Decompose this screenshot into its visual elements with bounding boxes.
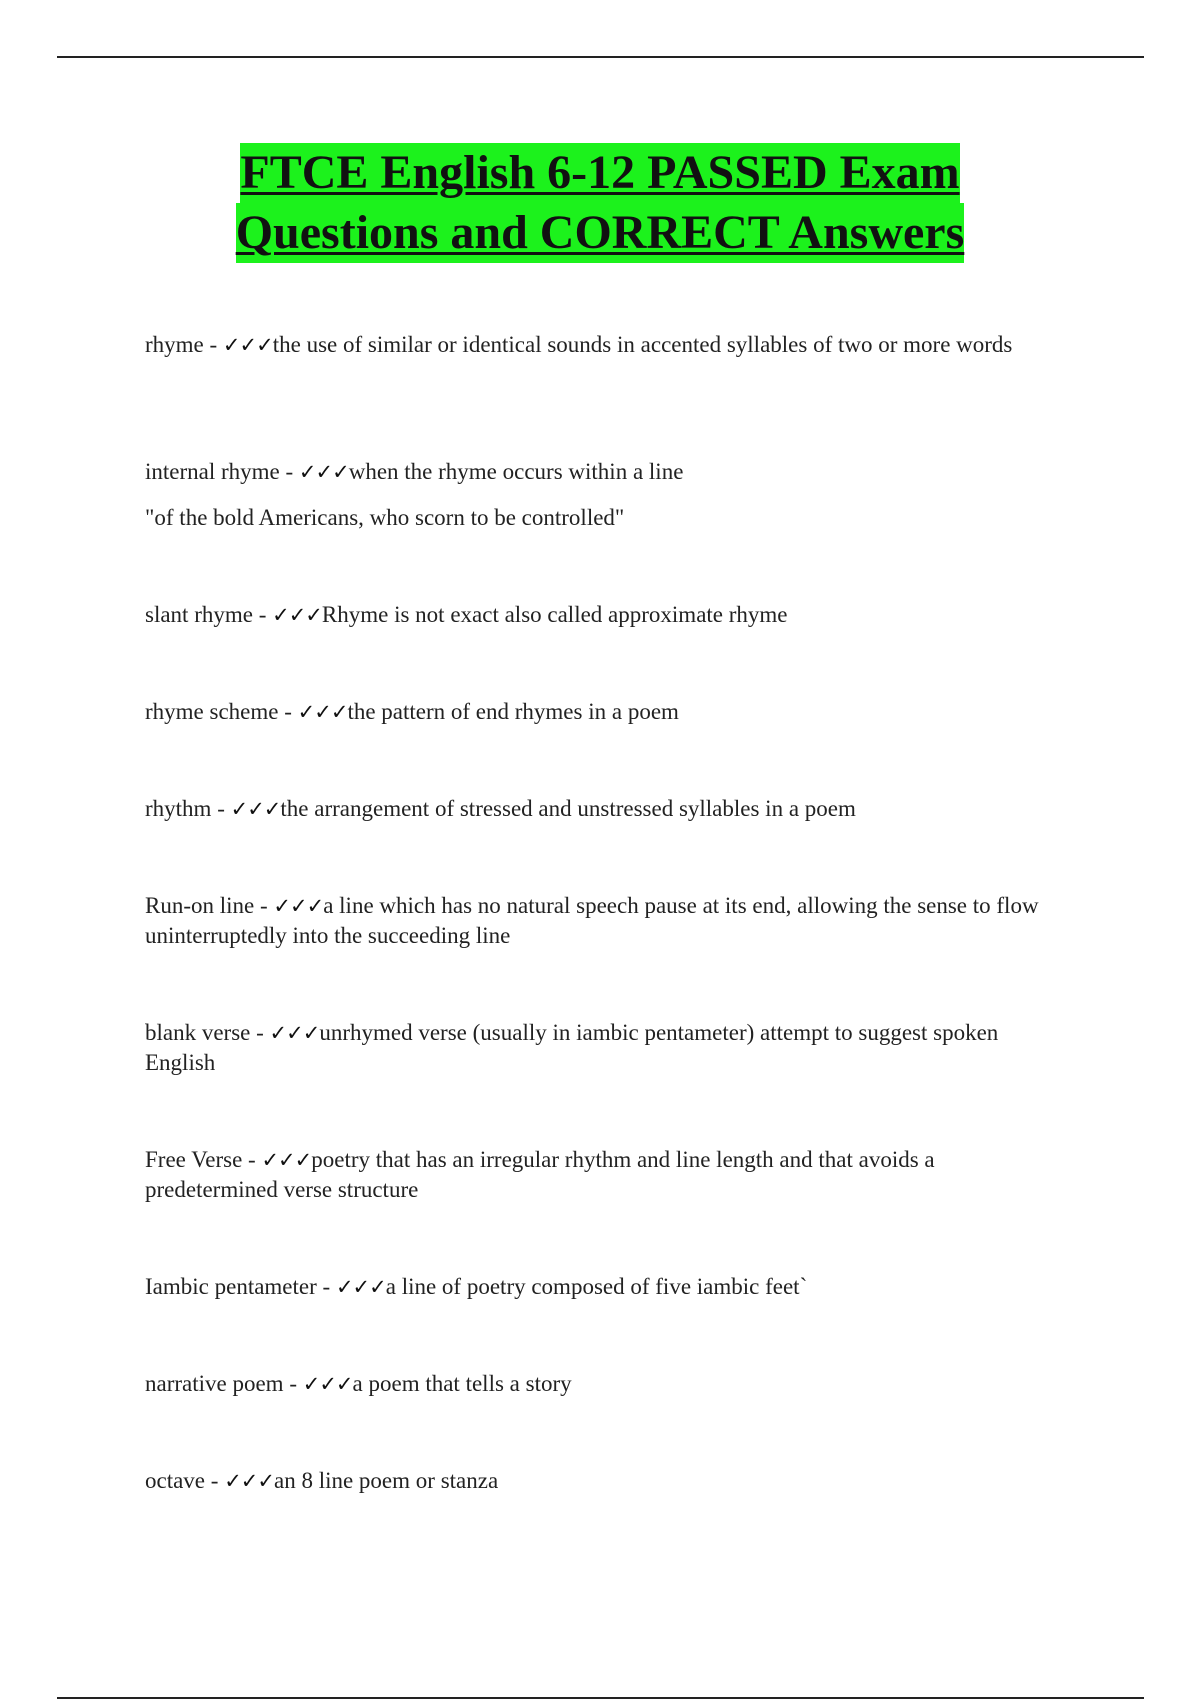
title-line-2: Questions and CORRECT Answers — [236, 203, 965, 263]
entry-text — [145, 600, 1065, 630]
entry-text — [145, 1272, 1065, 1302]
entry-definition: poetry that has an irregular rhythm and line length and that avoids a predetermined verse structure — [145, 1147, 935, 1202]
checkmarks-icon: ✓✓✓ — [224, 1469, 274, 1493]
entry-term: slant rhyme - — [145, 602, 273, 627]
entry-text — [145, 1018, 1065, 1078]
entry-text — [145, 457, 1065, 487]
entry-term: octave - — [145, 1468, 225, 1493]
entry-narrative-poem — [145, 1369, 1065, 1399]
entry-slant-rhyme — [145, 600, 1065, 630]
entry-term: blank verse - — [145, 1020, 270, 1045]
checkmarks-icon: ✓✓✓ — [298, 460, 349, 484]
entry-run-on-line — [145, 891, 1065, 951]
entry-definition: Rhyme is not exact also called approximate rhyme — [321, 602, 788, 627]
entry-definition: an 8 line poem or stanza — [273, 1468, 499, 1493]
entry-iambic-pentameter — [145, 1272, 1065, 1302]
entry-text — [145, 330, 1065, 360]
entry-text — [145, 1466, 1065, 1496]
entry-blank-verse — [145, 1018, 1065, 1078]
entry-definition: a line which has no natural speech pause at its end, allowing the sense to flow uninterruptedly into the succeeding line — [145, 893, 1039, 948]
entry-rhythm — [145, 794, 1065, 824]
entry-text — [145, 794, 1065, 824]
entry-definition: a poem that tells a story — [352, 1371, 572, 1396]
entry-definition: the pattern of end rhymes in a poem — [347, 699, 679, 724]
entry-definition: the use of similar or identical sounds in accented syllables of two or more words — [272, 332, 1013, 357]
entry-example: "of the bold Americans, who scorn to be controlled" — [145, 505, 625, 530]
entry-definition: unrhymed verse (usually in iambic pentameter) attempt to suggest spoken English — [145, 1020, 999, 1075]
entry-term: narrative poem - — [145, 1371, 303, 1396]
entry-definition: when the rhyme occurs within a line — [348, 459, 684, 484]
entry-rhyme — [145, 330, 1065, 360]
entry-rhyme-scheme — [145, 697, 1065, 727]
entry-term: Run-on line - — [145, 893, 274, 918]
entry-definition: a line of poetry composed of five iambic feet` — [385, 1274, 808, 1299]
checkmarks-icon: ✓✓✓ — [273, 894, 324, 918]
entry-definition: the arrangement of stressed and unstressed syllables in a poem — [280, 796, 856, 821]
checkmarks-icon: ✓✓✓ — [297, 700, 348, 724]
entry-text — [145, 1145, 1065, 1205]
entry-text — [145, 697, 1065, 727]
checkmarks-icon: ✓✓✓ — [261, 1148, 312, 1172]
entry-term: Free Verse - — [145, 1147, 262, 1172]
checkmarks-icon: ✓✓✓ — [269, 1021, 320, 1045]
entry-free-verse — [145, 1145, 1065, 1205]
entry-internal-rhyme — [145, 457, 1065, 533]
entry-text — [145, 1369, 1065, 1399]
entry-term: rhyme - — [145, 332, 223, 357]
top-rule — [57, 56, 1144, 58]
entry-text — [145, 891, 1065, 951]
bottom-rule — [57, 1697, 1144, 1699]
document-title — [0, 143, 1200, 263]
checkmarks-icon: ✓✓✓ — [230, 797, 281, 821]
checkmarks-icon: ✓✓✓ — [272, 603, 322, 627]
entry-term: internal rhyme - — [145, 459, 299, 484]
entry-octave — [145, 1466, 1065, 1496]
checkmarks-icon: ✓✓✓ — [222, 333, 273, 357]
entry-term: Iambic pentameter - — [145, 1274, 336, 1299]
entry-term: rhythm - — [145, 796, 231, 821]
entry-term: rhyme scheme - — [145, 699, 298, 724]
checkmarks-icon: ✓✓✓ — [302, 1372, 353, 1396]
checkmarks-icon: ✓✓✓ — [335, 1275, 386, 1299]
title-line-1: FTCE English 6-12 PASSED Exam — [240, 143, 959, 203]
